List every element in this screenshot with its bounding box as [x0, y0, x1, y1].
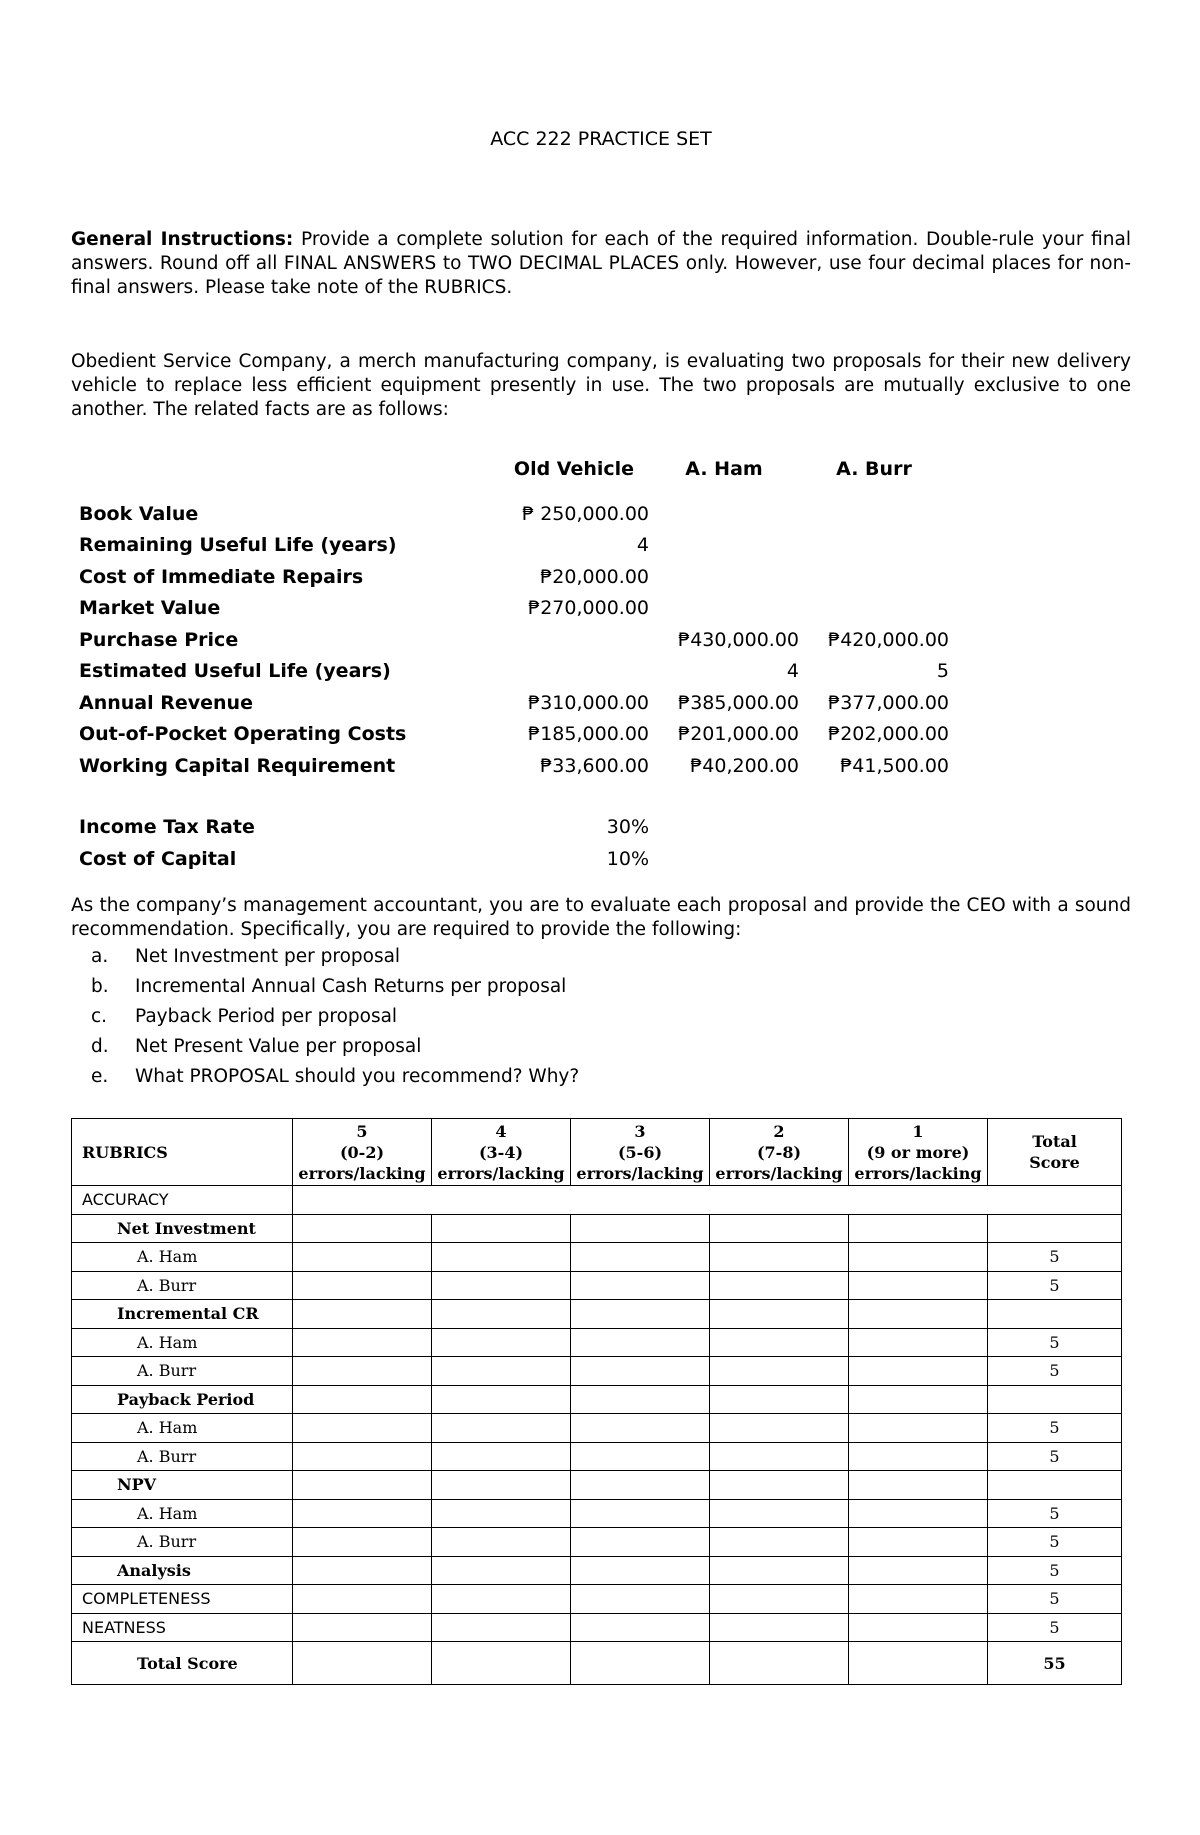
rubric-row-total: 5 — [988, 1442, 1122, 1471]
rubric-score-cell — [571, 1556, 710, 1585]
rubric-score-cell — [571, 1271, 710, 1300]
rubric-score-cell — [432, 1642, 571, 1685]
requirement-item — [91, 942, 579, 972]
rubric-score-cell — [849, 1328, 988, 1357]
rubric-row-total: 5 — [988, 1613, 1122, 1642]
rubric-score-cell — [710, 1300, 849, 1329]
rubric-score-cell — [710, 1385, 849, 1414]
rubric-row-label: A. Ham — [72, 1328, 293, 1357]
facts-value-ham — [649, 530, 799, 562]
rubric-row — [72, 1528, 1122, 1557]
rubric-col-2: 2 (7-8) errors/lacking — [710, 1119, 849, 1186]
requirements-list — [91, 942, 579, 1092]
facts-row — [79, 719, 949, 751]
rubric-score-cell — [849, 1357, 988, 1386]
facts-row — [79, 656, 949, 688]
rubric-score-cell — [571, 1528, 710, 1557]
requirement-letter: a. — [91, 946, 109, 967]
rubric-score-cell — [293, 1300, 432, 1329]
rubric-score-cell — [432, 1357, 571, 1386]
rubric-score-cell — [571, 1414, 710, 1443]
rubric-row-total — [988, 1214, 1122, 1243]
rubric-score-cell — [849, 1214, 988, 1243]
rubric-row-total: 5 — [988, 1328, 1122, 1357]
facts-value-old — [499, 656, 649, 688]
rubric-score-cell — [432, 1300, 571, 1329]
rubric-score-cell — [293, 1585, 432, 1614]
rubric-score-cell — [571, 1471, 710, 1500]
rubric-row — [72, 1300, 1122, 1329]
rubric-row-total — [988, 1300, 1122, 1329]
rubric-row-label: NPV — [72, 1471, 293, 1500]
rubric-score-cell — [571, 1442, 710, 1471]
rubric-score-cell — [293, 1214, 432, 1243]
rubric-score-cell — [432, 1414, 571, 1443]
rubric-score-cell — [710, 1271, 849, 1300]
rubric-score-cell — [293, 1471, 432, 1500]
rubric-score-cell — [432, 1556, 571, 1585]
rubric-score-cell — [293, 1357, 432, 1386]
rubric-score-cell — [710, 1556, 849, 1585]
rubric-row-label: A. Ham — [72, 1243, 293, 1272]
facts-value-burr: ₱377,000.00 — [828, 691, 949, 714]
rate-row — [79, 843, 949, 875]
facts-value-burr — [799, 530, 949, 562]
facts-value-burr: ₱420,000.00 — [828, 628, 949, 651]
case-intro: Obedient Service Company, a merch manufacturing company, is evaluating two proposals for their new delivery vehicle to replace less efficient equipment presently in use. The two proposals are mutually exclusive to one another. The related facts are as follows: — [71, 351, 1131, 420]
rubric-row — [72, 1385, 1122, 1414]
facts-value-old: ₱185,000.00 — [528, 723, 649, 746]
facts-value-old: ₱310,000.00 — [528, 691, 649, 714]
facts-value-old: 4 — [636, 534, 649, 557]
rubric-score-cell — [710, 1214, 849, 1243]
rubric-row-total — [988, 1471, 1122, 1500]
rubric-score-cell — [710, 1613, 849, 1642]
facts-value-ham — [649, 593, 799, 625]
rubric-score-cell — [571, 1357, 710, 1386]
rubric-score-cell — [710, 1528, 849, 1557]
facts-value-ham — [649, 561, 799, 593]
rubric-score-cell — [710, 1642, 849, 1685]
rubric-score-cell — [293, 1385, 432, 1414]
facts-value-old: ₱33,600.00 — [540, 754, 649, 777]
rubric-row-total — [988, 1385, 1122, 1414]
rubric-score-cell — [293, 1528, 432, 1557]
rubric-score-cell — [849, 1556, 988, 1585]
rubric-score-cell — [849, 1613, 988, 1642]
rubric-row — [72, 1499, 1122, 1528]
rubric-score-cell — [849, 1243, 988, 1272]
rubric-score-cell — [571, 1328, 710, 1357]
rubric-score-cell — [849, 1499, 988, 1528]
rubric-score-cell — [432, 1385, 571, 1414]
rubric-body — [72, 1186, 1122, 1685]
instructions-label: General Instructions: — [71, 229, 294, 250]
requirement-item — [91, 1002, 579, 1032]
facts-row — [79, 687, 949, 719]
rubric-row — [72, 1442, 1122, 1471]
rate-value: 10% — [606, 847, 649, 870]
facts-row-label: Book Value — [79, 502, 199, 525]
rubric-score-cell — [293, 1271, 432, 1300]
rubric-score-cell — [571, 1499, 710, 1528]
rubric-score-cell — [710, 1243, 849, 1272]
rubric-row-total: 5 — [988, 1271, 1122, 1300]
rubric-score-cell — [710, 1585, 849, 1614]
rate-label: Cost of Capital — [79, 847, 237, 870]
rubric-row-total: 5 — [988, 1499, 1122, 1528]
requirement-letter: c. — [91, 1006, 108, 1027]
rubric-row — [72, 1243, 1122, 1272]
rubric-score-cell — [293, 1442, 432, 1471]
facts-header-row — [79, 440, 949, 498]
facts-row — [79, 561, 949, 593]
rubric-score-cell — [432, 1613, 571, 1642]
facts-value-old: ₱20,000.00 — [540, 565, 649, 588]
facts-row — [79, 750, 949, 782]
rubric-row — [72, 1471, 1122, 1500]
rubric-grand-total: 55 — [988, 1642, 1122, 1685]
facts-body — [79, 498, 949, 875]
header-a-ham: A. Ham — [685, 458, 763, 480]
rubric-header-row — [72, 1119, 1122, 1186]
facts-row — [79, 593, 949, 625]
facts-value-old: ₱ 250,000.00 — [522, 502, 649, 525]
rubric-score-cell — [710, 1414, 849, 1443]
facts-row — [79, 530, 949, 562]
rubric-score-cell — [293, 1414, 432, 1443]
rubric-score-cell — [432, 1471, 571, 1500]
rubric-row-total: 5 — [988, 1414, 1122, 1443]
facts-value-burr: 5 — [936, 660, 949, 683]
rubric-score-cell — [571, 1585, 710, 1614]
requirement-item — [91, 1032, 579, 1062]
general-instructions — [71, 228, 1131, 300]
requirement-letter: b. — [91, 976, 109, 997]
requirement-text: What PROPOSAL should you recommend? Why? — [135, 1066, 580, 1087]
rubric-score-cell — [571, 1385, 710, 1414]
rubric-score-cell — [849, 1642, 988, 1685]
rubric-score-cell — [849, 1528, 988, 1557]
facts-value-ham: ₱385,000.00 — [678, 691, 799, 714]
rubric-row-label: A. Burr — [72, 1528, 293, 1557]
rubric-score-cell — [432, 1499, 571, 1528]
rubric-row-label: Net Investment — [72, 1214, 293, 1243]
rubric-row — [72, 1328, 1122, 1357]
rate-row — [79, 812, 949, 844]
facts-row-label: Remaining Useful Life (years) — [79, 534, 397, 557]
rubric-score-cell — [293, 1642, 432, 1685]
rubric-score-cell — [432, 1585, 571, 1614]
rubric-score-cell — [849, 1585, 988, 1614]
rubric-score-cell — [293, 1556, 432, 1585]
facts-value-burr: ₱41,500.00 — [840, 754, 949, 777]
facts-row-label: Estimated Useful Life (years) — [79, 660, 391, 683]
rubric-row-label: ACCURACY — [72, 1186, 293, 1215]
rubric-row-label: COMPLETENESS — [72, 1585, 293, 1614]
rubric-score-cell — [571, 1613, 710, 1642]
rubric-total-row — [72, 1642, 1122, 1685]
requirement-text: Incremental Annual Cash Returns per proposal — [135, 976, 567, 997]
rubric-row — [72, 1585, 1122, 1614]
rubric-score-cell — [571, 1243, 710, 1272]
facts-row-label: Out-of-Pocket Operating Costs — [79, 723, 407, 746]
rubric-row-total: 5 — [988, 1528, 1122, 1557]
rubric-col-4: 4 (3-4) errors/lacking — [432, 1119, 571, 1186]
facts-row — [79, 498, 949, 530]
rubric-score-cell — [710, 1357, 849, 1386]
facts-value-old — [499, 624, 649, 656]
header-a-burr: A. Burr — [836, 458, 912, 480]
rubric-score-cell — [571, 1642, 710, 1685]
header-old-vehicle: Old Vehicle — [513, 458, 635, 480]
facts-value-ham: ₱40,200.00 — [690, 754, 799, 777]
facts-value-ham: ₱201,000.00 — [678, 723, 799, 746]
rubric-row-label: Incremental CR — [72, 1300, 293, 1329]
requirement-text: Payback Period per proposal — [135, 1006, 398, 1027]
requirement-letter: e. — [91, 1066, 109, 1087]
facts-row-label: Annual Revenue — [79, 691, 253, 714]
rubric-row-label: A. Ham — [72, 1499, 293, 1528]
rubric-col-total: Total Score — [988, 1119, 1122, 1186]
requirement-item — [91, 972, 579, 1002]
facts-row-label: Market Value — [79, 597, 221, 620]
facts-spacer — [79, 782, 949, 812]
rubric-score-cell — [293, 1613, 432, 1642]
rubric-row-total: 5 — [988, 1585, 1122, 1614]
requirement-text: Net Present Value per proposal — [135, 1036, 422, 1057]
rubric-row-label: A. Ham — [72, 1414, 293, 1443]
rubric-score-cell — [710, 1499, 849, 1528]
rubric-row — [72, 1414, 1122, 1443]
facts-row-label: Cost of Immediate Repairs — [79, 565, 364, 588]
facts-value-ham: ₱430,000.00 — [678, 628, 799, 651]
rubric-row-label: NEATNESS — [72, 1613, 293, 1642]
rubric-row — [72, 1271, 1122, 1300]
facts-value-old: ₱270,000.00 — [528, 597, 649, 620]
rubric-score-cell — [849, 1471, 988, 1500]
rubric-row-label: A. Burr — [72, 1357, 293, 1386]
rubric-row — [72, 1556, 1122, 1585]
facts-value-ham — [649, 498, 799, 530]
rubric-score-cell — [849, 1271, 988, 1300]
rubric-score-cell — [710, 1328, 849, 1357]
rubric-empty-cell — [293, 1186, 1122, 1215]
facts-value-burr — [799, 561, 949, 593]
requirement-text: Net Investment per proposal — [135, 946, 401, 967]
facts-row — [79, 624, 949, 656]
rubric-score-cell — [432, 1442, 571, 1471]
rubric-row-label: A. Burr — [72, 1442, 293, 1471]
rubric-row-total: 5 — [988, 1243, 1122, 1272]
rubric-row — [72, 1613, 1122, 1642]
facts-table — [79, 440, 949, 875]
rubric-row — [72, 1186, 1122, 1215]
rubric-score-cell — [849, 1385, 988, 1414]
rubric-row-label: A. Burr — [72, 1271, 293, 1300]
rubric-row-total: 5 — [988, 1357, 1122, 1386]
requirement-letter: d. — [91, 1036, 109, 1057]
rubric-col-5: 5 (0-2) errors/lacking — [293, 1119, 432, 1186]
rubric-row — [72, 1214, 1122, 1243]
rubric-row-total: 5 — [988, 1556, 1122, 1585]
rubric-row-label: Analysis — [72, 1556, 293, 1585]
document-title: ACC 222 PRACTICE SET — [490, 128, 712, 150]
rate-label: Income Tax Rate — [79, 816, 255, 839]
rubric-row — [72, 1357, 1122, 1386]
rubric-row-label: Payback Period — [72, 1385, 293, 1414]
requirement-item — [91, 1062, 579, 1092]
facts-value-ham: 4 — [786, 660, 799, 683]
rubric-score-cell — [849, 1414, 988, 1443]
rubric-score-cell — [293, 1328, 432, 1357]
rubric-score-cell — [710, 1442, 849, 1471]
rubric-header-label: RUBRICS — [72, 1119, 293, 1186]
rubric-score-cell — [571, 1300, 710, 1329]
rubric-score-cell — [432, 1271, 571, 1300]
rubric-score-cell — [432, 1528, 571, 1557]
rubric-score-cell — [293, 1499, 432, 1528]
rate-value: 30% — [606, 816, 649, 839]
rubric-score-cell — [571, 1214, 710, 1243]
facts-value-burr — [799, 593, 949, 625]
facts-value-burr — [799, 498, 949, 530]
instructions-text: Provide a complete solution for each of the required information. Double-rule your final answers. Round off all FINAL ANSWERS to TWO DECIMAL PLACES only. However, use four decimal places for non-final answers. Please take note of the RUBRICS. — [71, 229, 1131, 298]
rubric-col-3: 3 (5-6) errors/lacking — [571, 1119, 710, 1186]
rubric-table — [71, 1118, 1122, 1685]
rubric-score-cell — [432, 1214, 571, 1243]
rubric-score-cell — [849, 1300, 988, 1329]
rubric-col-1: 1 (9 or more) errors/lacking — [849, 1119, 988, 1186]
facts-row-label: Working Capital Requirement — [79, 754, 396, 777]
rubric-total-label: Total Score — [72, 1642, 293, 1685]
facts-row-label: Purchase Price — [79, 628, 239, 651]
requirements-intro: As the company’s management accountant, you are to evaluate each proposal and provide the CEO with a sound recommendation. Specifically, you are required to provide the following: — [71, 895, 1131, 940]
rubric-score-cell — [432, 1243, 571, 1272]
rubric-score-cell — [432, 1328, 571, 1357]
facts-value-burr: ₱202,000.00 — [828, 723, 949, 746]
rubric-score-cell — [293, 1243, 432, 1272]
rubric-score-cell — [849, 1442, 988, 1471]
rubric-score-cell — [710, 1471, 849, 1500]
